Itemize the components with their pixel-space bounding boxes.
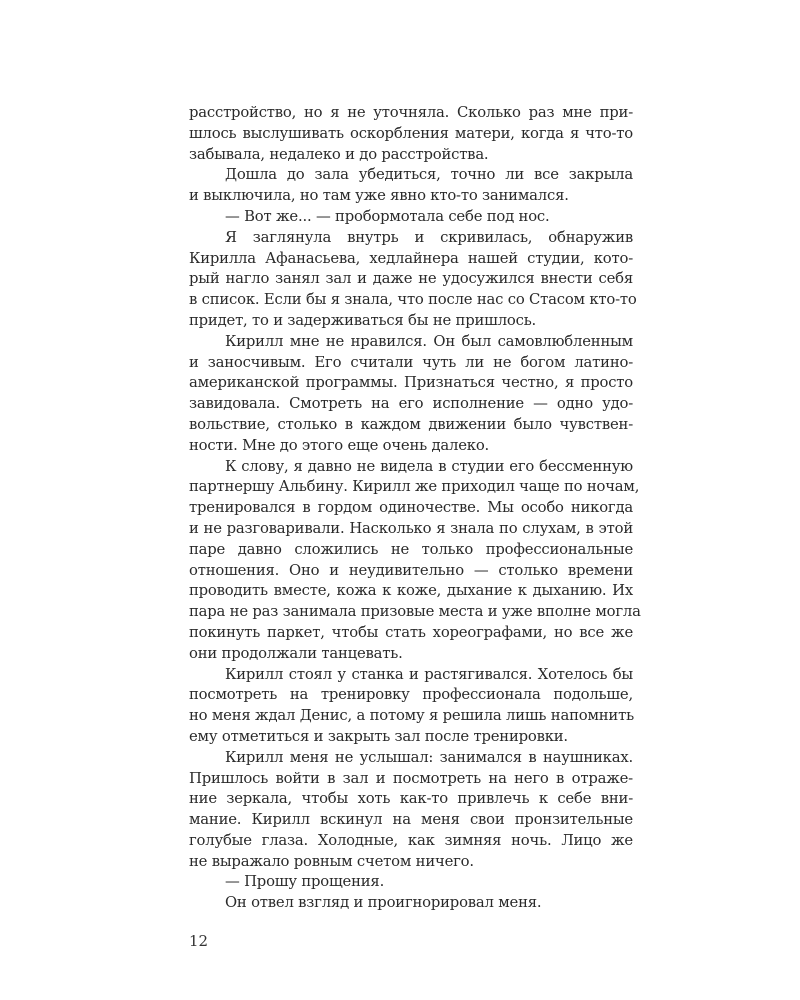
text-line: и не разговаривали. Насколько я знала по слухам, в этой	[189, 519, 633, 537]
text-line: шлось выслушивать оскорбления матери, когда я что-то	[189, 124, 633, 142]
text-line: мание. Кирилл вскинул на меня свои пронзительные	[189, 811, 633, 829]
text-line: Дошла до зала убедиться, точно ли все закрыла	[225, 166, 633, 184]
text-line: они продолжали танцевать.	[189, 644, 403, 662]
text-line: Кирилла Афанасьева, хедлайнера нашей студии, кото-	[189, 249, 633, 267]
text-line: завидовала. Смотреть на его исполнение — одно удо-	[189, 395, 633, 413]
text-line: пара не раз занимала призовые места и уже вполне могла	[189, 603, 641, 621]
text-line: ему отметиться и закрыть зал после тренировки.	[189, 727, 568, 745]
text-line: рый нагло занял зал и даже не удосужился внести себя	[189, 270, 633, 288]
body-text	[189, 103, 641, 914]
text-line: Кирилл мне не нравился. Он был самовлюбленным	[225, 332, 633, 350]
text-line: посмотреть на тренировку профессионала подольше,	[189, 686, 633, 704]
text-line: — Прошу прощения.	[225, 873, 385, 891]
text-line: Он отвел взгляд и проигнорировал меня.	[225, 894, 542, 912]
text-line: партнершу Альбину. Кирилл же приходил чаще по ночам,	[189, 478, 640, 496]
text-line: американской программы. Признаться честно, я просто	[189, 374, 633, 392]
text-line: тренировался в гордом одиночестве. Мы особо никогда	[189, 499, 633, 517]
text-line: расстройство, но я не уточняла. Сколько раз мне при-	[189, 104, 633, 121]
page-number: 12	[189, 932, 209, 950]
text-line: Кирилл стоял у станка и растягивался. Хотелось бы	[225, 665, 633, 683]
text-line: и заносчивым. Его считали чуть ли не богом латино-	[189, 353, 633, 371]
text-line: Я заглянула внутрь и скривилась, обнаружив	[225, 228, 633, 246]
text-line: в список. Если бы я знала, что после нас со Стасом кто-то	[189, 291, 637, 309]
text-line: не выражало ровным счетом ничего.	[189, 852, 474, 870]
text-line: ности. Мне до этого еще очень далеко.	[189, 436, 490, 454]
text-line: забывала, недалеко и до расстройства.	[189, 145, 489, 163]
text-line: — Вот же... — пробормотала себе под нос.	[225, 207, 550, 225]
text-line: отношения. Оно и неудивительно — столько времени	[189, 561, 633, 579]
text-line: К слову, я давно не видела в студии его бессменную	[225, 457, 633, 475]
text-line: ние зеркала, чтобы хоть как-то привлечь к себе вни-	[189, 790, 633, 808]
text-line: придет, то и задерживаться бы не пришлось.	[189, 311, 537, 329]
text-line: Пришлось войти в зал и посмотреть на него в отраже-	[189, 769, 633, 787]
text-line: проводить вместе, кожа к коже, дыхание к дыханию. Их	[189, 582, 633, 600]
text-line: покинуть паркет, чтобы стать хореографами, но все же	[189, 623, 633, 641]
text-line: паре давно сложились не только профессиональные	[189, 540, 633, 558]
text-line: вольствие, столько в каждом движении было чувствен-	[189, 415, 633, 433]
text-line: и выключила, но там уже явно кто-то занимался.	[189, 187, 569, 205]
text-line: но меня ждал Денис, а потому я решила лишь напомнить	[189, 707, 634, 725]
text-line: голубые глаза. Холодные, как зимняя ночь. Лицо же	[189, 831, 633, 849]
text-line: Кирилл меня не услышал: занимался в наушниках.	[225, 748, 633, 766]
